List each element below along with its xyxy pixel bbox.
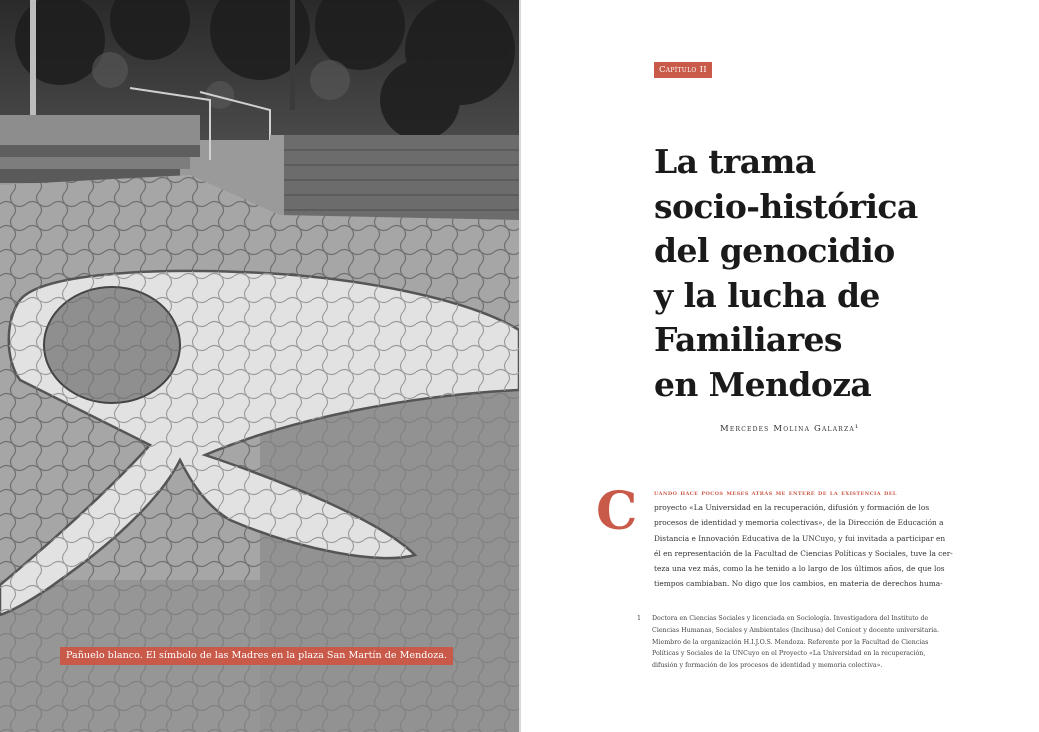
title-line: del genocidio [654,231,895,270]
title-line: Familiares [654,320,842,359]
page-gutter [519,0,521,732]
white-headscarf-paving-image [0,0,519,732]
footnote-line: difusión y formación de los procesos de identidad y memoria colectiva». [652,662,883,670]
footnote-text [652,613,977,672]
chapter-title [654,140,984,407]
footnote-line: Políticas y Sociales de la UNCuyo en el Proyecto «La Universidad en la recuperación, [652,650,926,658]
body-paragraph [654,485,976,591]
title-line: en Mendoza [654,364,872,404]
body-line: Distancia e Innovación Educativa de la UNCuyo, y fui invitada a participar en [654,533,946,543]
footnote-number: 1 [637,615,642,622]
body-line: proyecto «La Universidad en la recuperación, difusión y formación de los [654,503,930,513]
title-line: y la lucha de [654,275,880,315]
title-line: La trama [654,142,816,181]
chapter-label: Capítulo II [654,62,712,78]
drop-cap: C [596,481,638,542]
body-line: teza una vez más, como la he tenido a lo largo de los últimos años, de que los [654,564,945,574]
body-line: procesos de identidad y memoria colectivas», de la Dirección de Educación a [654,518,944,528]
footnote-line: Miembro de la organización H.I.J.O.S. Mendoza. Referente por la Facultad de Ciencias [652,638,929,646]
title-line: socio-histórica [654,186,918,226]
plaza-photo [0,0,519,732]
body-line: él en representación de la Facultad de Ciencias Políticas y Sociales, tuve la cer- [654,548,953,558]
footnote-line: Ciencias Humanas, Sociales y Ambientales (Incihusa) del Conicet y docente universitaria. [652,626,940,634]
author-name: Mercedes Molina Galarza¹ [720,424,860,434]
footnote-line: Doctora en Ciencias Sociales y licenciada en Sociología. Investigadora del Instituto de [652,615,929,622]
photo-caption: Pañuelo blanco. El símbolo de las Madres en la plaza San Martín de Mendoza. [60,647,453,665]
body-line: tiempos cambiaban. No digo que los cambios, en materia de derechos huma- [654,579,943,589]
body-line-lead: uando hace pocos meses atrás me enteré de la existencia del [654,488,897,497]
